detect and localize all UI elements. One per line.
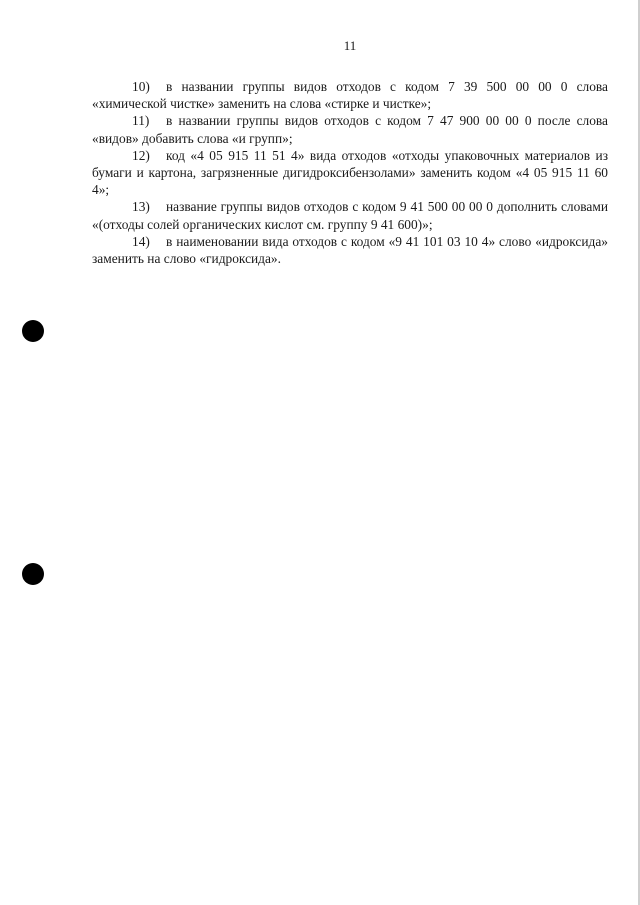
paragraph-10 [92, 78, 608, 112]
paragraph-text: в наименовании вида отходов с кодом «9 41 101 03 10 4» слово «идроксида» заменить на слово «гидроксида». [92, 233, 608, 267]
paragraph-text: название группы видов отходов с кодом 9 41 500 00 00 0 дополнить словами «(отходы солей органических кислот см. группу 9 41 600)»; [92, 199, 608, 232]
paragraph-number: 14) [132, 233, 150, 249]
paragraph-13 [92, 198, 608, 232]
punch-hole-icon [22, 563, 44, 585]
paragraph-number: 13) [132, 199, 150, 215]
paragraph-number: 10) [132, 79, 150, 94]
paragraph-number: 11) [132, 113, 150, 129]
page-number: 11 [343, 38, 357, 53]
paragraph-text: в названии группы видов отходов с кодом 7 47 900 00 00 0 после слова «видов» добавить слова «и групп»; [92, 113, 608, 146]
paragraph-number: 12) [132, 147, 150, 163]
punch-hole-icon [22, 320, 44, 342]
paragraph-text: в названии группы видов отходов с кодом 7 39 500 00 00 0 слова «химической чистке» заменить на слова «стирке и чистке»; [92, 79, 608, 112]
paragraph-text: код «4 05 915 11 51 4» вида отходов «отходы упаковочных материалов из бумаги и картона, загрязненные дигидроксибензолами» заменить кодом «4 05 915 11 60 4»; [92, 147, 608, 198]
paragraph-12 [92, 147, 608, 199]
document-body [92, 78, 608, 267]
paragraph-14 [92, 233, 608, 267]
paragraph-11 [92, 112, 608, 146]
